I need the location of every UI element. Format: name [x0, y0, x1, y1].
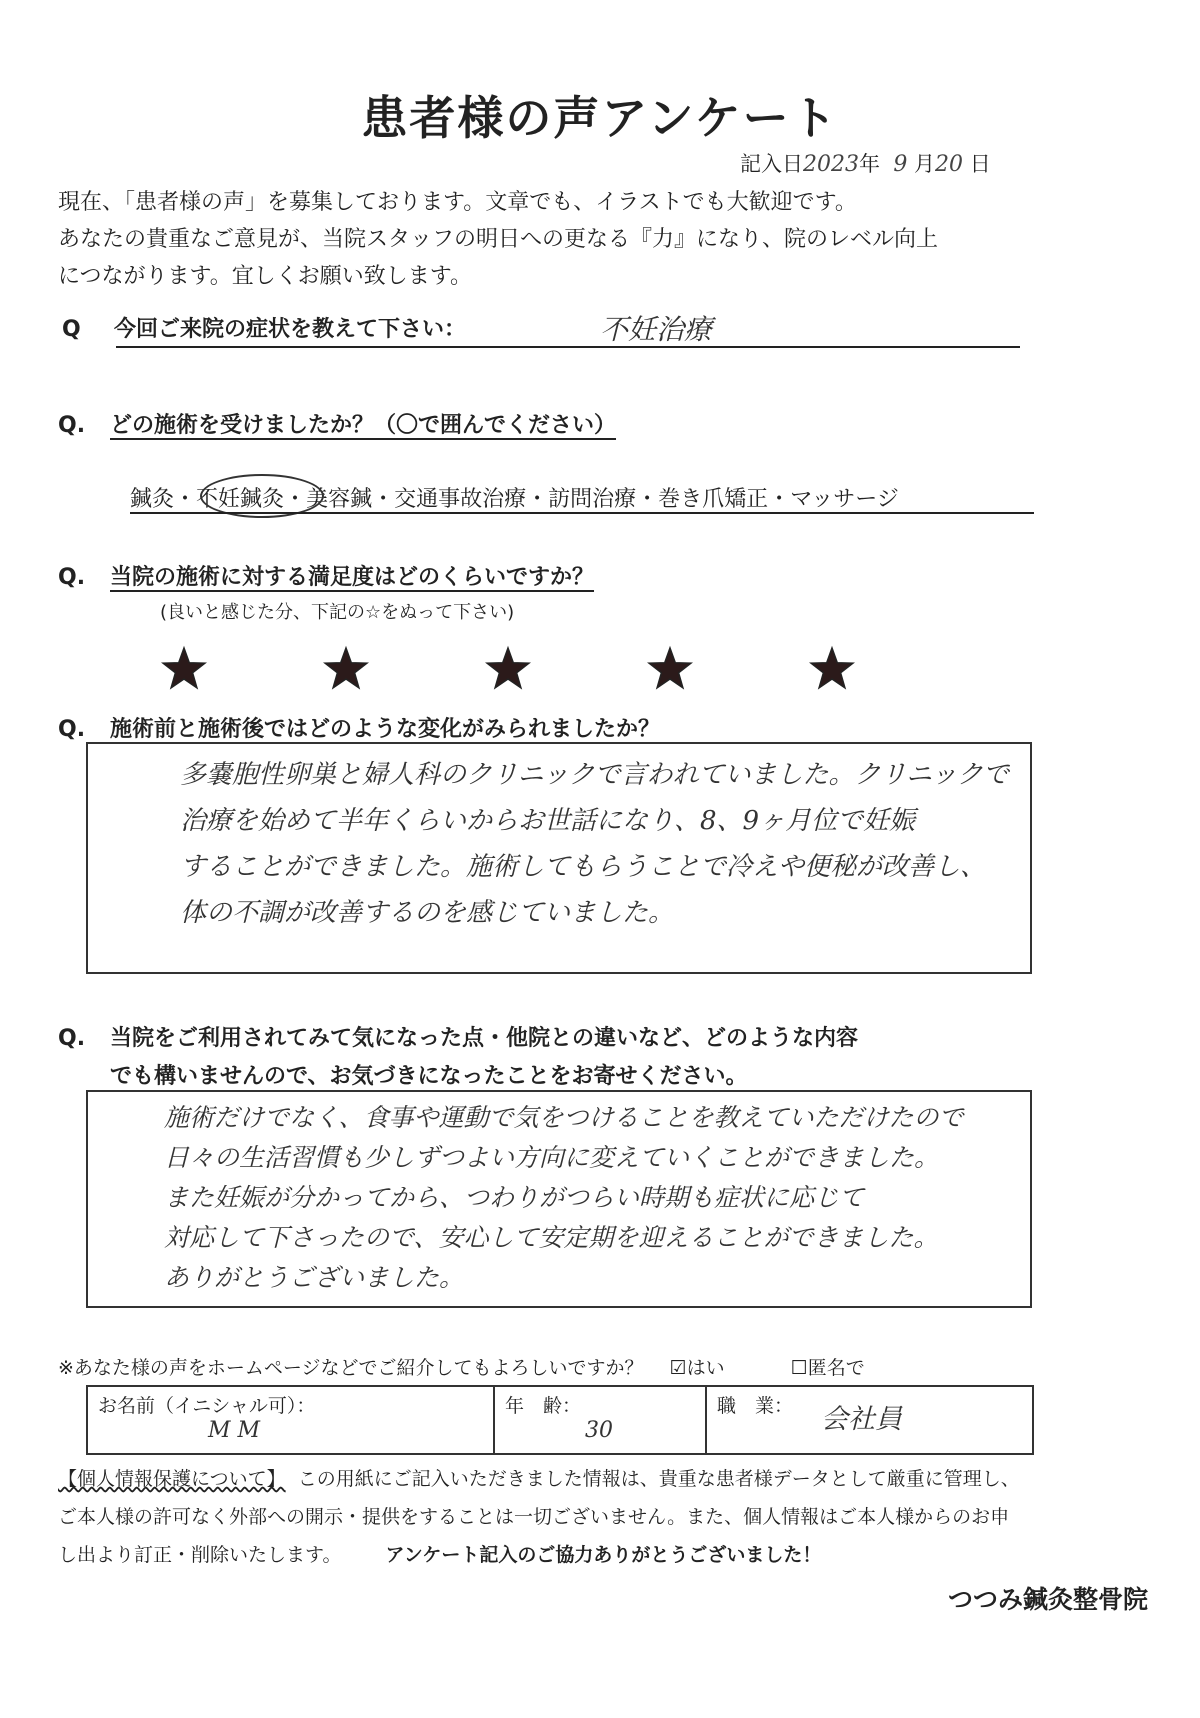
- option-massage[interactable]: マッサージ: [790, 487, 899, 512]
- separator: ・: [526, 487, 549, 512]
- consent-yes-checkbox[interactable]: ☑: [669, 1357, 687, 1379]
- answer-line: 日々の生活習慣も少しずつよい方向に変えていくことができました。: [164, 1143, 940, 1172]
- question-text: 施術前と施術後ではどのような変化がみられましたか？: [110, 717, 661, 742]
- age-cell[interactable]: [494, 1386, 706, 1454]
- separator: ・: [174, 487, 197, 512]
- privacy-notice: [58, 1460, 1158, 1574]
- options-underline: [130, 512, 1034, 514]
- separator: ・: [768, 487, 791, 512]
- job-cell[interactable]: [706, 1386, 1033, 1454]
- consent-question: ※あなた様の声をホームページなどでご紹介してもよろしいですか？: [58, 1357, 644, 1379]
- name-cell[interactable]: [87, 1386, 494, 1454]
- name-value: M M: [208, 1418, 261, 1443]
- question-marker: Q.: [58, 1026, 86, 1051]
- date-month-unit: 月: [914, 152, 936, 176]
- question-text: 当院の施術に対する満足度はどのくらいですか？: [110, 565, 595, 590]
- option-accident-treatment[interactable]: 交通事故治療: [394, 487, 527, 512]
- feedback-answer-box[interactable]: [86, 1090, 1032, 1308]
- question-marker: Q: [62, 317, 81, 342]
- job-label: 職 業：: [717, 1395, 794, 1417]
- date-prefix: 記入日: [740, 152, 803, 176]
- date-year-unit: 年: [859, 152, 880, 176]
- option-beauty-acupuncture[interactable]: 美容鍼: [306, 487, 373, 512]
- answer-line: 体の不調が改善するのを感じていました。: [180, 898, 675, 928]
- question-treatment: [58, 408, 616, 439]
- date-day-unit: 日: [969, 152, 991, 176]
- answer-line: ありがとうございました。: [164, 1263, 465, 1292]
- intro-line: 現在、「患者様の声」を募集しております。文章でも、イラストでも大歓迎です。: [58, 190, 857, 215]
- age-label: 年 齢：: [505, 1395, 582, 1417]
- thanks-message: アンケート記入のご協力ありがとうございました！: [385, 1544, 822, 1566]
- consent-yes-label: はい: [686, 1357, 725, 1379]
- rating-instruction: (良いと感じた分、下記の☆をぬって下さい): [160, 602, 515, 623]
- option-acupuncture[interactable]: 鍼灸: [130, 487, 175, 512]
- privacy-line: し出より訂正・削除いたします。: [58, 1544, 342, 1566]
- job-value: 会社員: [821, 1404, 903, 1435]
- separator: ・: [636, 487, 659, 512]
- consent-row: [58, 1353, 865, 1380]
- privacy-heading: 【個人情報保護について】: [58, 1468, 286, 1490]
- rating-star-icon[interactable]: [649, 648, 691, 688]
- answer-line: 治療を始めて半年くらいからお世話になり、8、9ヶ月位で妊娠: [180, 806, 916, 836]
- answer-line: また妊娠が分かってから、つわりがつらい時期も症状に応じて: [164, 1183, 865, 1212]
- privacy-line: ご本人様の許可なく外部への開示・提供をすることは一切ございません。また、個人情報はご本人様からのお申: [58, 1506, 1010, 1528]
- question-text-line2: でも構いませんので、お気づきになったことをお寄せください。: [110, 1064, 748, 1089]
- answer-line: 対応して下さったので、安心して安定期を迎えることができました。: [164, 1223, 939, 1252]
- answer-line: 多嚢胞性卵巣と婦人科のクリニックで言われていました。クリニックで: [180, 760, 1009, 790]
- personal-info-table: [86, 1385, 1034, 1455]
- answer-line: 施術だけでなく、食事や運動で気をつけることを教えていただけたので: [164, 1103, 964, 1132]
- consent-anonymous-checkbox[interactable]: ☐: [790, 1357, 808, 1379]
- privacy-line: この用紙にご記入いただきました情報は、貴重な患者様データとして厳重に管理し、: [297, 1468, 1020, 1490]
- star-rating: [0, 640, 1200, 700]
- rating-star-icon[interactable]: [811, 648, 853, 688]
- separator: ・: [372, 487, 395, 512]
- question-text: 今回ご来院の症状を教えて下さい：: [114, 317, 467, 342]
- option-ingrown-nail[interactable]: 巻き爪矯正: [658, 487, 769, 512]
- date-month[interactable]: 9: [893, 152, 908, 177]
- question-marker: Q.: [58, 717, 86, 742]
- question-marker: Q.: [58, 413, 86, 438]
- age-value: 30: [585, 1418, 613, 1443]
- consent-anonymous-label: 匿名で: [807, 1357, 865, 1379]
- question-change: [58, 712, 660, 743]
- date-year[interactable]: 2023: [803, 152, 859, 177]
- page-title: 患者様の声アンケート: [361, 91, 839, 145]
- intro-text: [58, 184, 1158, 295]
- separator: ・: [284, 487, 307, 512]
- intro-line: につながります。宜しくお願い致します。: [58, 264, 473, 289]
- option-home-visit[interactable]: 訪問治療: [548, 487, 637, 512]
- answer-underline: [116, 346, 1020, 348]
- question-text-line1: 当院をご利用されてみて気になった点・他院との違いなど、どのような内容: [110, 1026, 859, 1051]
- question-satisfaction: [58, 560, 594, 591]
- date-day[interactable]: 20: [935, 152, 964, 177]
- option-fertility-acupuncture[interactable]: 不妊鍼灸: [196, 487, 285, 512]
- question-symptom: [62, 312, 466, 343]
- change-answer-box[interactable]: [86, 742, 1032, 974]
- name-label: お名前（イニシャル可）：: [98, 1395, 316, 1417]
- question-text: どの施術を受けましたか？（〇で囲んでください）: [110, 413, 617, 438]
- symptom-answer[interactable]: 不妊治療: [600, 313, 713, 346]
- question-marker: Q.: [58, 565, 86, 590]
- intro-line: あなたの貴重なご意見が、当院スタッフの明日への更なる『力』になり、院のレベル向上: [58, 227, 939, 252]
- rating-star-icon[interactable]: [325, 648, 367, 688]
- rating-star-icon[interactable]: [487, 648, 529, 688]
- question-feedback: [58, 1020, 858, 1096]
- answer-line: することができました。施術してもらうことで冷えや便秘が改善し、: [180, 852, 987, 882]
- rating-star-icon[interactable]: [163, 648, 205, 688]
- date-field: [740, 148, 991, 178]
- clinic-name: つつみ鍼灸整骨院: [947, 1585, 1148, 1614]
